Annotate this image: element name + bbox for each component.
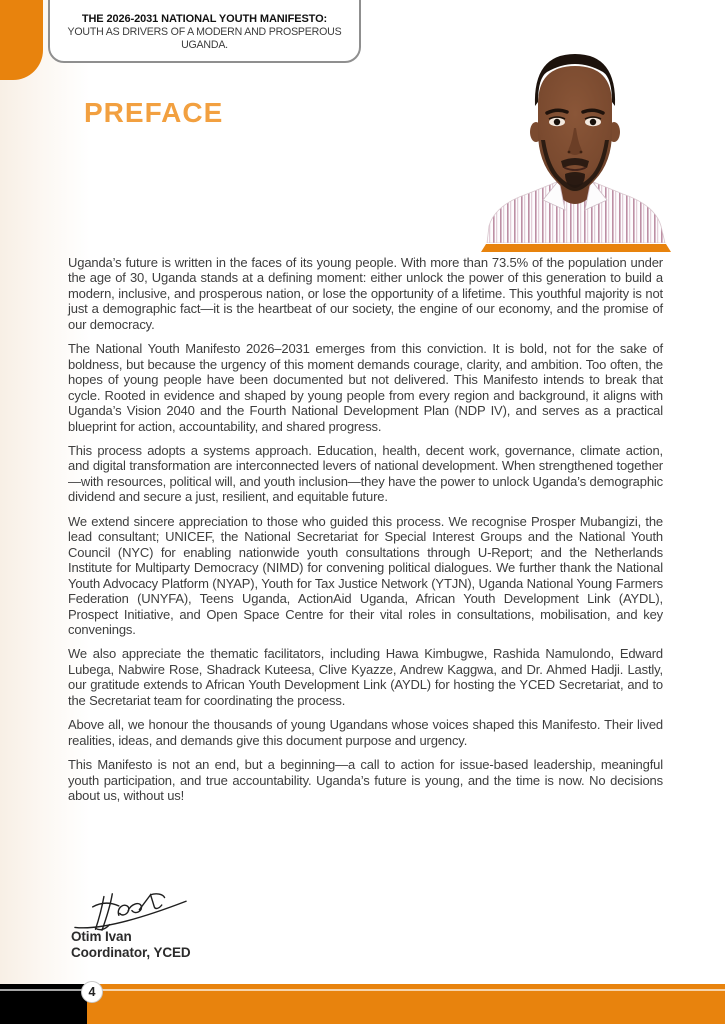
preface-paragraph: This process adopts a systems approach. Education, health, decent work, governance, climate action, and digital transformation are interconnected levers of national development. When strengthened together—with resources, political will, and youth inclusion—they have the power to unlock Uganda’s demographic dividend and secure a just, resilient, and equitable future. <box>68 442 663 505</box>
footer-divider-line <box>0 989 725 991</box>
preface-paragraph: We extend sincere appreciation to those who guided this process. We recognise Prosper Mubangizi, the lead consultant; UNICEF, the National Secretariat for Special Interest Groups and the National Youth Council (NYC) for enabling nationwide youth consultations through U-Report; and the Netherlands Institute for Multiparty Democracy (NIMD) for convening political dialogues. We further thank the National Youth Advocacy Platform (NYAP), Youth for Tax Justice Network (YTJN), Uganda National Young Farmers Federation (UNYFA), Teens Uganda, ActionAid Uganda, African Youth Development Link (AYDL), Prospect Initiative, and Open Space Centre for their vital roles in consultations, mobilisation, and key convenings. <box>68 513 663 637</box>
preface-paragraph: This Manifesto is not an end, but a beginning—a call to action for issue-based leadership, meaningful youth participation, and true accountability. Uganda’s future is young, and the time is now. No decisions about us, without us! <box>68 757 663 804</box>
portrait-photo <box>485 44 670 243</box>
page-title: PREFACE <box>84 97 224 128</box>
header-title-line2: YOUTH AS DRIVERS OF A MODERN AND PROSPEROUS UGANDA. <box>67 26 342 51</box>
preface-paragraph: Uganda’s future is written in the faces of its young people. With more than 73.5% of the population under the age of 30, Uganda stands at a defining moment: either unlock the power of this generation to build a modern, inclusive, and prosperous nation, or lose the opportunity of a lifetime. This youthful majority is not just a demographic fact—it is the heartbeat of our society, the engine of our economy, and the promise of our democracy. <box>68 255 663 332</box>
page-number: 4 <box>88 985 96 999</box>
portrait-illustration <box>485 44 670 243</box>
photo-underline-bar <box>481 244 671 252</box>
page-number-badge <box>81 981 103 1003</box>
signature-scribble <box>68 891 193 933</box>
preface-paragraph: The National Youth Manifesto 2026–2031 emerges from this conviction. It is bold, not for the sake of boldness, but because the urgency of this moment demands courage, clarity, and ambition. Too often, the hopes of young people have been documented but not delivered. This Manifesto intends to break that cycle. Rooted in evidence and shaped by young people from every region and background, it aligns with Uganda’s Vision 2040 and the Fourth National Development Plan (NDP IV), and serves as a practical blueprint for action, accountability, and shared progress. <box>68 341 663 434</box>
preface-paragraph: We also appreciate the thematic facilitators, including Hawa Kimbugwe, Rashida Namulondo, Edward Lubega, Nabwire Rose, Shadrack Kuteesa, Clive Kyazze, Andrew Kaggwa, and Dr. Ahmed Hadji. Lastly, our gratitude extends to African Youth Development Link (AYDL) for hosting the YCED Secretariat, and to the Secretariat team for coordinating the process. <box>68 646 663 708</box>
signoff-name: Otim Ivan <box>71 929 132 944</box>
signoff-role: Coordinator, YCED <box>71 945 191 960</box>
corner-accent-shape <box>0 0 43 80</box>
header-title-box <box>48 0 361 63</box>
page-footer <box>0 984 725 1024</box>
preface-body <box>68 255 663 813</box>
preface-paragraph: Above all, we honour the thousands of young Ugandans whose voices shaped this Manifesto. Their lived realities, ideas, and demands give this document purpose and urgency. <box>68 717 663 748</box>
header-title-line1: THE 2026-2031 NATIONAL YOUTH MANIFESTO: <box>81 13 328 25</box>
